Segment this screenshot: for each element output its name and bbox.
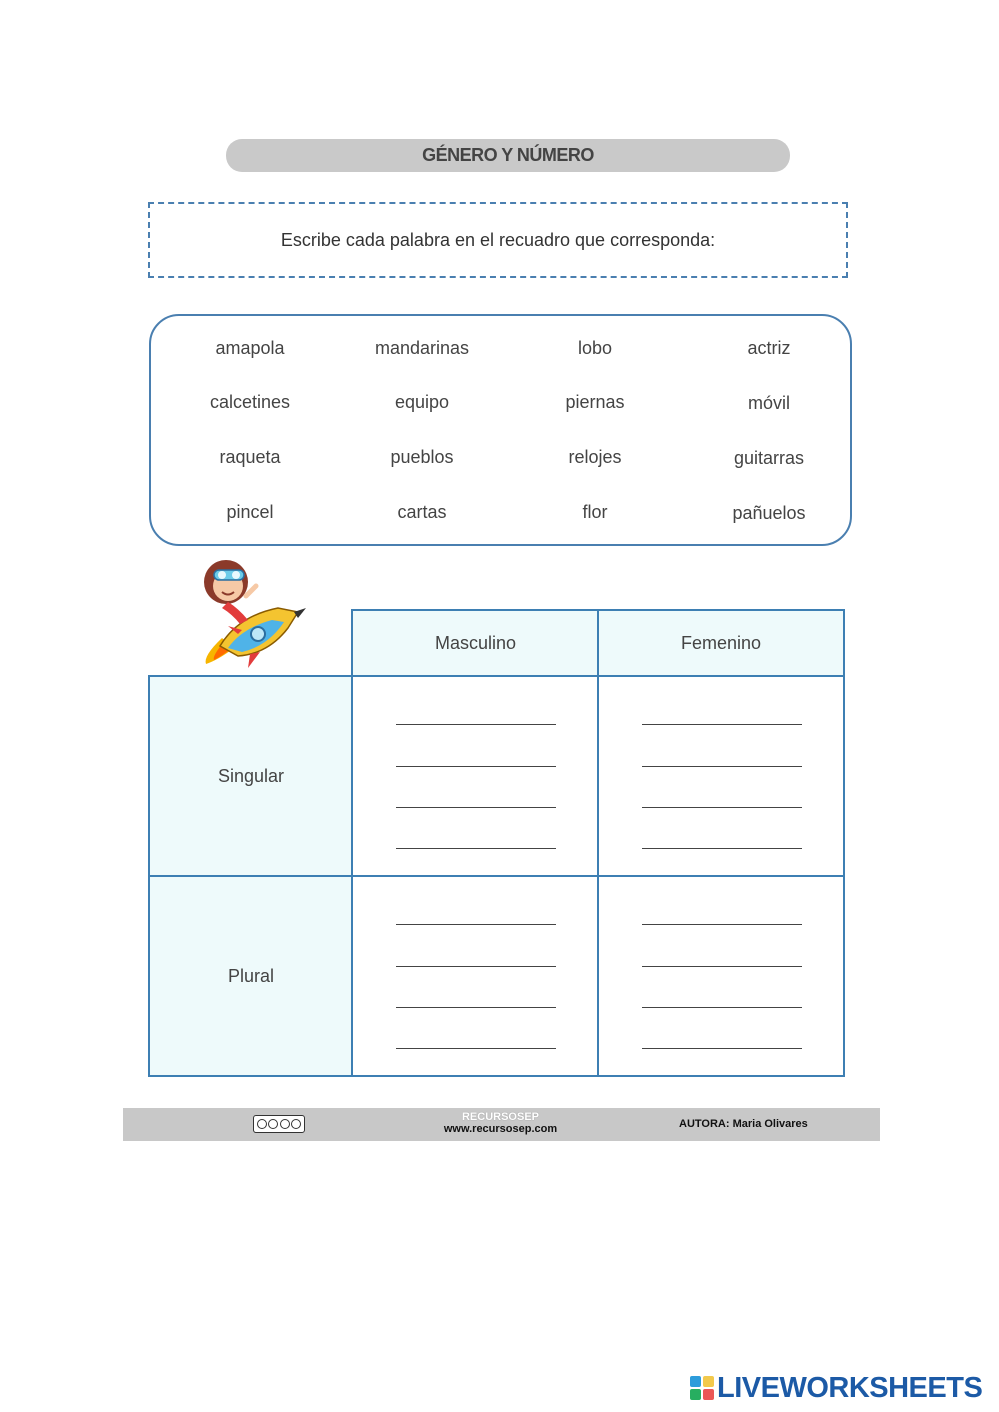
footer-site xyxy=(423,1111,578,1135)
answer-line[interactable] xyxy=(642,966,802,967)
row-header-plural xyxy=(148,875,354,1077)
liveworksheets-logo xyxy=(690,1372,982,1404)
answer-line[interactable] xyxy=(642,924,802,925)
answer-line[interactable] xyxy=(642,766,802,767)
answer-line[interactable] xyxy=(396,1007,556,1008)
rocket-kid-illustration xyxy=(198,556,308,671)
answer-line[interactable] xyxy=(642,1048,802,1049)
row-header-singular xyxy=(148,675,354,878)
word-bank-word: flor xyxy=(582,502,608,522)
column-header-label: Masculino xyxy=(434,633,517,653)
answer-line[interactable] xyxy=(396,724,556,725)
word-bank-word: amapola xyxy=(215,338,285,358)
answer-line[interactable] xyxy=(642,724,802,725)
liveworksheets-mark-icon xyxy=(690,1376,714,1400)
column-header-label: Femenino xyxy=(680,633,762,653)
word-bank-word: lobo xyxy=(577,338,613,358)
instruction-box xyxy=(148,202,848,278)
footer-bar xyxy=(123,1108,880,1141)
word-bank xyxy=(149,314,852,546)
word-bank-word: pueblos xyxy=(390,447,454,467)
liveworksheets-wordmark: LIVEWORKSHEETS xyxy=(717,1371,983,1404)
word-bank-word: raqueta xyxy=(219,447,281,467)
word-bank-word: móvil xyxy=(747,393,790,413)
answer-line[interactable] xyxy=(396,1048,556,1049)
answer-cell-plural-femenino[interactable] xyxy=(597,875,845,1077)
answer-line[interactable] xyxy=(642,1007,802,1008)
creative-commons-icon xyxy=(253,1115,305,1133)
answer-line[interactable] xyxy=(396,766,556,767)
instruction-text: Escribe cada palabra en el recuadro que corresponda: xyxy=(280,229,716,250)
word-bank-word: equipo xyxy=(394,392,450,412)
word-bank-word: actriz xyxy=(747,338,791,358)
footer-url: www.recursosep.com xyxy=(443,1123,558,1135)
answer-line[interactable] xyxy=(642,807,802,808)
answer-cell-singular-masculino[interactable] xyxy=(351,675,600,878)
answer-line[interactable] xyxy=(396,966,556,967)
column-header-masculino xyxy=(351,609,600,678)
footer-brand: RECURSOSEP xyxy=(461,1111,540,1123)
word-bank-word: calcetines xyxy=(209,392,291,412)
page-title: GÉNERO Y NÚMERO xyxy=(226,139,790,172)
footer-author: AUTORA: Maria Olivares xyxy=(679,1118,808,1130)
answer-cell-singular-femenino[interactable] xyxy=(597,675,845,878)
word-bank-word: relojes xyxy=(568,447,622,467)
word-bank-word: guitarras xyxy=(733,448,805,468)
word-bank-word: pincel xyxy=(226,502,274,522)
column-header-femenino xyxy=(597,609,845,678)
word-bank-word: cartas xyxy=(397,502,447,522)
row-header-label: Singular xyxy=(217,766,285,786)
answer-line[interactable] xyxy=(642,848,802,849)
word-bank-word: piernas xyxy=(565,392,625,412)
answer-line[interactable] xyxy=(396,924,556,925)
answer-line[interactable] xyxy=(396,807,556,808)
word-bank-word: mandarinas xyxy=(374,338,470,358)
answer-line[interactable] xyxy=(396,848,556,849)
word-bank-word: pañuelos xyxy=(732,503,806,523)
row-header-label: Plural xyxy=(227,965,275,986)
answer-cell-plural-masculino[interactable] xyxy=(351,875,600,1077)
